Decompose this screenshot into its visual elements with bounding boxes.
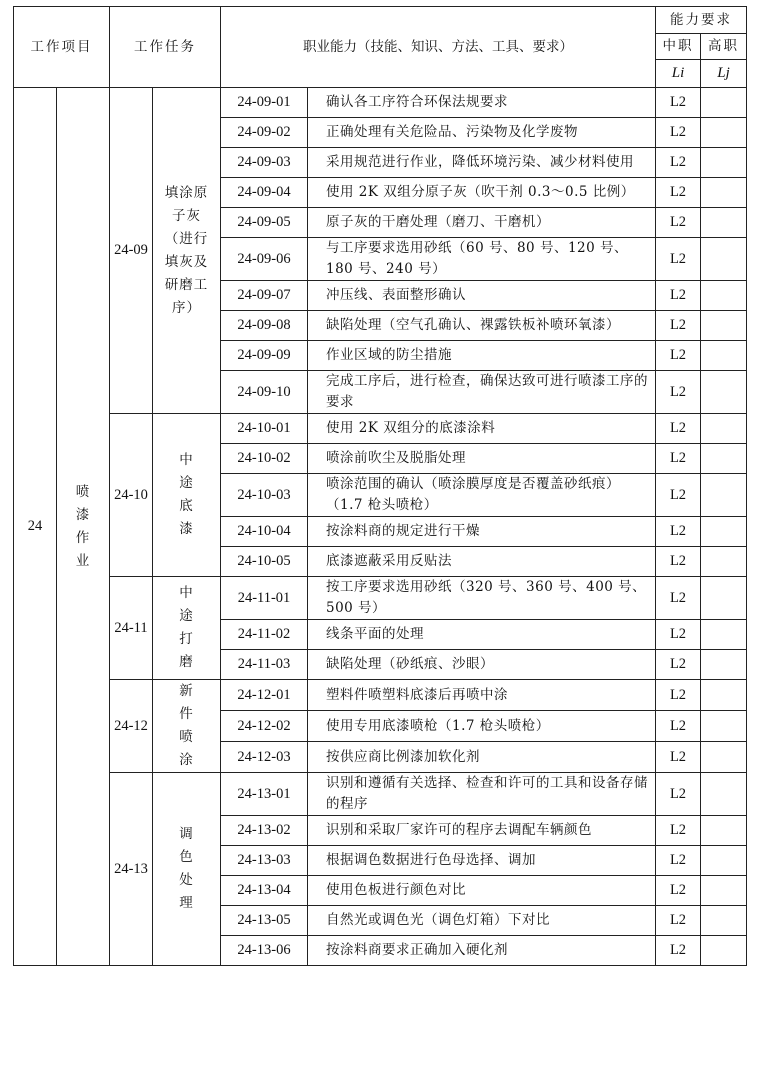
level-lj xyxy=(701,650,747,680)
ability-code: 24-10-01 xyxy=(221,414,308,444)
ability-code: 24-09-08 xyxy=(221,311,308,341)
ability-code: 24-10-05 xyxy=(221,547,308,577)
ability-description: 采用规范进行作业，降低环境污染、减少材料使用 xyxy=(308,148,656,178)
ability-description: 原子灰的干磨处理（磨刀、干磨机） xyxy=(308,208,656,238)
ability-code: 24-13-01 xyxy=(221,773,308,816)
table-row xyxy=(14,680,747,711)
header-li: Li xyxy=(656,60,701,88)
level-li: L2 xyxy=(656,414,701,444)
ability-code: 24-09-07 xyxy=(221,281,308,311)
level-lj xyxy=(701,936,747,966)
ability-code: 24-09-04 xyxy=(221,178,308,208)
ability-description: 喷涂前吹尘及脱脂处理 xyxy=(308,444,656,474)
level-li: L2 xyxy=(656,238,701,281)
level-lj xyxy=(701,876,747,906)
ability-code: 24-10-03 xyxy=(221,474,308,517)
level-li: L2 xyxy=(656,577,701,620)
level-lj xyxy=(701,620,747,650)
level-lj xyxy=(701,474,747,517)
ability-code: 24-09-09 xyxy=(221,341,308,371)
ability-description: 按工序要求选用砂纸（320 号、360 号、400 号、500 号） xyxy=(308,577,656,620)
task-name-text: 中途打磨 xyxy=(179,585,194,670)
level-li: L2 xyxy=(656,341,701,371)
level-lj xyxy=(701,148,747,178)
level-li: L2 xyxy=(656,148,701,178)
task-name xyxy=(153,88,221,414)
header-mid: 中职 xyxy=(656,34,701,60)
level-li: L2 xyxy=(656,906,701,936)
header-lj: Lj xyxy=(701,60,747,88)
task-name-text: 调色处理 xyxy=(179,826,194,911)
level-lj xyxy=(701,773,747,816)
level-lj xyxy=(701,547,747,577)
task-code: 24-11 xyxy=(110,577,153,680)
level-lj xyxy=(701,577,747,620)
level-lj xyxy=(701,414,747,444)
ability-description: 确认各工序符合环保法规要求 xyxy=(308,88,656,118)
ability-code: 24-13-04 xyxy=(221,876,308,906)
ability-code: 24-13-02 xyxy=(221,816,308,846)
task-name xyxy=(153,680,221,773)
level-li: L2 xyxy=(656,846,701,876)
ability-code: 24-13-03 xyxy=(221,846,308,876)
project-name xyxy=(57,88,110,966)
project-code: 24 xyxy=(14,88,57,966)
level-lj xyxy=(701,742,747,773)
level-lj xyxy=(701,208,747,238)
task-code: 24-12 xyxy=(110,680,153,773)
task-name-text: 填涂原子灰（进行填灰及研磨工序） xyxy=(164,184,209,316)
ability-code: 24-09-02 xyxy=(221,118,308,148)
level-li: L2 xyxy=(656,936,701,966)
header-task: 工作任务 xyxy=(110,7,221,88)
ability-code: 24-09-01 xyxy=(221,88,308,118)
level-lj xyxy=(701,680,747,711)
table-row xyxy=(14,414,747,444)
ability-description: 底漆遮蔽采用反贴法 xyxy=(308,547,656,577)
ability-code: 24-10-02 xyxy=(221,444,308,474)
level-li: L2 xyxy=(656,281,701,311)
ability-description: 缺陷处理（砂纸痕、沙眼） xyxy=(308,650,656,680)
ability-description: 与工序要求选用砂纸（60 号、80 号、120 号、180 号、240 号） xyxy=(308,238,656,281)
level-lj xyxy=(701,517,747,547)
competency-table xyxy=(13,6,747,966)
ability-code: 24-10-04 xyxy=(221,517,308,547)
ability-description: 识别和遵循有关选择、检查和许可的工具和设备存储的程序 xyxy=(308,773,656,816)
ability-description: 作业区域的防尘措施 xyxy=(308,341,656,371)
header-row-1 xyxy=(14,7,747,34)
ability-description: 使用专用底漆喷枪（1.7 枪头喷枪） xyxy=(308,711,656,742)
header-ability: 职业能力（技能、知识、方法、工具、要求） xyxy=(221,7,656,88)
project-name-text: 喷漆作业 xyxy=(75,483,91,569)
ability-description: 按供应商比例漆加软化剂 xyxy=(308,742,656,773)
ability-code: 24-09-05 xyxy=(221,208,308,238)
task-name-text: 中途底漆 xyxy=(179,452,194,537)
ability-code: 24-11-01 xyxy=(221,577,308,620)
task-code: 24-13 xyxy=(110,773,153,966)
ability-description: 完成工序后，进行检查，确保达致可进行喷漆工序的要求 xyxy=(308,371,656,414)
ability-description: 正确处理有关危险品、污染物及化学废物 xyxy=(308,118,656,148)
ability-description: 按涂料商的规定进行干燥 xyxy=(308,517,656,547)
level-li: L2 xyxy=(656,876,701,906)
level-li: L2 xyxy=(656,444,701,474)
ability-description: 识别和采取厂家许可的程序去调配车辆颜色 xyxy=(308,816,656,846)
level-li: L2 xyxy=(656,773,701,816)
level-lj xyxy=(701,118,747,148)
level-li: L2 xyxy=(656,88,701,118)
level-lj xyxy=(701,281,747,311)
ability-code: 24-11-03 xyxy=(221,650,308,680)
ability-code: 24-09-03 xyxy=(221,148,308,178)
table-row xyxy=(14,773,747,816)
ability-code: 24-09-06 xyxy=(221,238,308,281)
level-li: L2 xyxy=(656,118,701,148)
level-li: L2 xyxy=(656,742,701,773)
level-li: L2 xyxy=(656,517,701,547)
ability-description: 塑料件喷塑料底漆后再喷中涂 xyxy=(308,680,656,711)
ability-description: 使用色板进行颜色对比 xyxy=(308,876,656,906)
level-li: L2 xyxy=(656,547,701,577)
level-li: L2 xyxy=(656,816,701,846)
level-li: L2 xyxy=(656,178,701,208)
level-li: L2 xyxy=(656,474,701,517)
level-lj xyxy=(701,816,747,846)
level-lj xyxy=(701,371,747,414)
ability-code: 24-13-06 xyxy=(221,936,308,966)
ability-description: 喷涂范围的确认（喷涂膜厚度是否覆盖砂纸痕）（1.7 枪头喷枪） xyxy=(308,474,656,517)
ability-description: 自然光或调色光（调色灯箱）下对比 xyxy=(308,906,656,936)
ability-code: 24-11-02 xyxy=(221,620,308,650)
ability-description: 使用 2K 双组分原子灰（吹干剂 0.3～0.5 比例） xyxy=(308,178,656,208)
ability-description: 缺陷处理（空气孔确认、裸露铁板补喷环氧漆） xyxy=(308,311,656,341)
task-name xyxy=(153,773,221,966)
level-li: L2 xyxy=(656,311,701,341)
level-li: L2 xyxy=(656,650,701,680)
task-name-text: 新件喷涂 xyxy=(179,683,194,768)
ability-code: 24-13-05 xyxy=(221,906,308,936)
level-lj xyxy=(701,711,747,742)
level-li: L2 xyxy=(656,711,701,742)
task-name xyxy=(153,577,221,680)
ability-description: 使用 2K 双组分的底漆涂料 xyxy=(308,414,656,444)
table-body xyxy=(14,7,747,966)
ability-description: 线条平面的处理 xyxy=(308,620,656,650)
level-lj xyxy=(701,906,747,936)
level-lj xyxy=(701,88,747,118)
level-lj xyxy=(701,238,747,281)
level-lj xyxy=(701,444,747,474)
level-lj xyxy=(701,341,747,371)
ability-description: 按涂料商要求正确加入硬化剂 xyxy=(308,936,656,966)
task-code: 24-10 xyxy=(110,414,153,577)
level-li: L2 xyxy=(656,620,701,650)
level-lj xyxy=(701,311,747,341)
table-row xyxy=(14,88,747,118)
ability-description: 冲压线、表面整形确认 xyxy=(308,281,656,311)
header-project: 工作项目 xyxy=(14,7,110,88)
ability-code: 24-12-02 xyxy=(221,711,308,742)
level-lj xyxy=(701,846,747,876)
ability-description: 根据调色数据进行色母选择、调加 xyxy=(308,846,656,876)
header-high: 高职 xyxy=(701,34,747,60)
level-lj xyxy=(701,178,747,208)
level-li: L2 xyxy=(656,680,701,711)
table-row xyxy=(14,577,747,620)
task-name xyxy=(153,414,221,577)
ability-code: 24-09-10 xyxy=(221,371,308,414)
level-li: L2 xyxy=(656,371,701,414)
ability-code: 24-12-01 xyxy=(221,680,308,711)
header-requirement: 能力要求 xyxy=(656,7,747,34)
ability-code: 24-12-03 xyxy=(221,742,308,773)
level-li: L2 xyxy=(656,208,701,238)
task-code: 24-09 xyxy=(110,88,153,414)
